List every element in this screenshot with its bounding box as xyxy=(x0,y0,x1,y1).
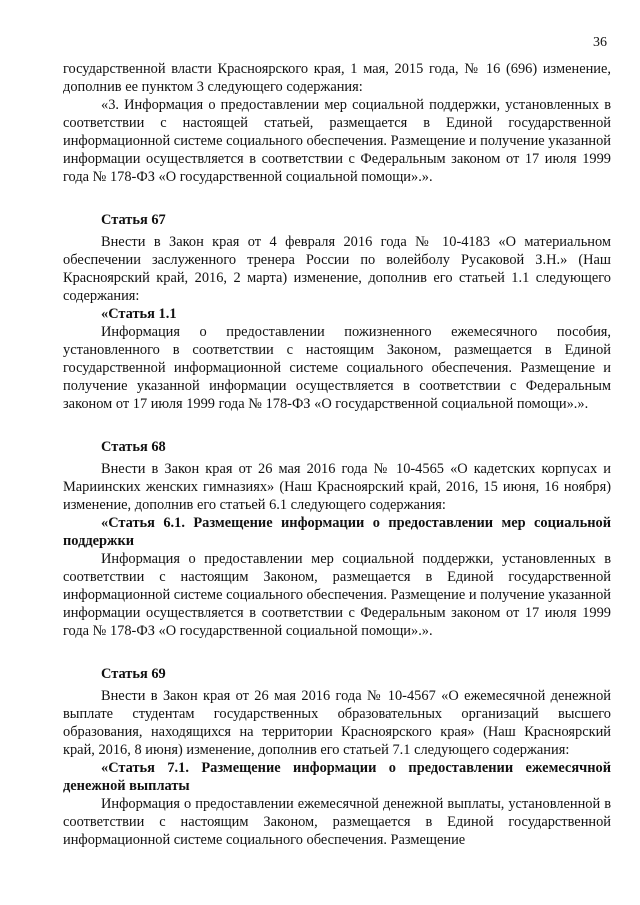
intro-paragraph: государственной власти Красноярского края, 1 мая, 2015 года, № 16 (696) изменение, дополнив ее пунктом 3 следующего содержания: xyxy=(63,61,611,95)
article-69-body: Информация о предоставлении ежемесячной денежной выплаты, установленной в соответствии с настоящим Законом, размещается в Единой государственной информационной системе социального обеспечения. Размещение xyxy=(63,796,611,848)
article-69-title: Статья 69 xyxy=(101,666,166,682)
article-68-title: Статья 68 xyxy=(101,439,166,455)
article-67-title: Статья 67 xyxy=(101,212,166,228)
article-68-body: Информация о предоставлении мер социальной поддержки, установленных в соответствии с настоящим Законом, размещается в Единой государственной информационной системе социального обеспечения. Размещение и получение указанной информации осуществляется в соответствии с Федеральным законом от 17 июля 1999 года № 178-ФЗ «О государственной социальной помощи».». xyxy=(63,551,611,639)
page-number: 36 xyxy=(593,35,607,50)
article-68-intro: Внести в Закон края от 26 мая 2016 года № 10-4565 «О кадетских корпусах и Мариинских женских гимназиях» (Наш Красноярский край, 2016, 15 июня, 16 ноября) изменение, дополнив его статьей 6.1 следующего содержания: xyxy=(63,461,611,513)
document-body xyxy=(63,60,611,849)
article-67-intro: Внести в Закон края от 4 февраля 2016 года № 10-4183 «О материальном обеспечении заслуженного тренера России по волейболу Русаковой З.Н.» (Наш Красноярский край, 2016, 2 марта) изменение, дополнив его статьей 1.1 следующего содержания: xyxy=(63,234,611,304)
article-69-intro: Внести в Закон края от 26 мая 2016 года № 10-4567 «О ежемесячной денежной выплате студентам государственных образовательных организаций высшего образования, находящихся на территории Красноярского края» (Наш Красноярский край, 2016, 8 июня) изменение, дополнив его статьей 7.1 следующего содержания: xyxy=(63,688,611,758)
article-67-subtitle: «Статья 1.1 xyxy=(101,306,177,322)
article-69-subtitle: «Статья 7.1. Размещение информации о предоставлении ежемесячной денежной выплаты xyxy=(63,760,611,794)
intro-quote-paragraph: «3. Информация о предоставлении мер социальной поддержки, установленных в соответствии с настоящей статьей, размещается в Единой государственной информационной системе социального обеспечения. Размещение и получение указанной информации осуществляется в соответствии с Федеральным законом от 17 июля 1999 года № 178-ФЗ «О государственной социальной помощи».». xyxy=(63,97,611,185)
article-68-subtitle: «Статья 6.1. Размещение информации о предоставлении мер социальной поддержки xyxy=(63,515,611,549)
article-67-body: Информация о предоставлении пожизненного ежемесячного пособия, установленного в соответствии с настоящим Законом, размещается в Единой государственной информационной системе социального обеспечения. Размещение и получение указанной информации осуществляется в соответствии с Федеральным законом от 17 июля 1999 года № 178-ФЗ «О государственной социальной помощи».». xyxy=(63,324,611,412)
